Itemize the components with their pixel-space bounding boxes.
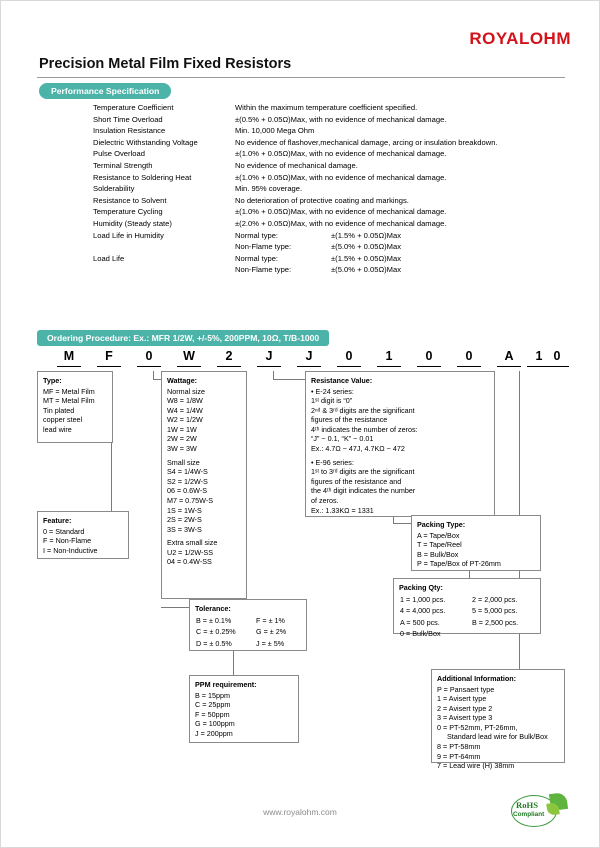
legend-type-line: MF = Metal Film bbox=[43, 386, 95, 396]
code-underline bbox=[417, 366, 441, 367]
code-underline bbox=[97, 366, 121, 367]
legend-type-line: MT = Metal Film bbox=[43, 396, 95, 406]
legend-additional-line: 9 = PT-64mm bbox=[437, 751, 481, 761]
legend-packing-type-line: T = Tape/Reel bbox=[417, 540, 462, 550]
legend-resistance-line: • E-96 series: bbox=[311, 457, 354, 467]
table-row bbox=[399, 594, 535, 606]
code-char: W bbox=[183, 349, 195, 363]
legend-additional-line: 8 = PT-58mm bbox=[437, 742, 481, 752]
code-underline bbox=[297, 366, 321, 367]
legend-feature bbox=[37, 511, 129, 559]
packing-qty-cell: A = 500 pcs. bbox=[400, 617, 440, 627]
spec-value: No deterioration of protective coating and markings. bbox=[235, 195, 409, 205]
performance-specification-heading: Performance Specification bbox=[39, 83, 171, 99]
table-row bbox=[93, 104, 565, 116]
spec-name: Resistance to Solvent bbox=[93, 195, 167, 205]
spec-value: ±(1.0% + 0.05Ω)Max, with no evidence of mechanical damage. bbox=[235, 172, 447, 182]
tolerance-cell: B = ± 0.1% bbox=[196, 615, 232, 625]
spec-subtype: Normal type: bbox=[235, 230, 279, 240]
legend-resistance-line: of zeros. bbox=[311, 495, 339, 505]
legend-packing-type-heading: Packing Type: bbox=[417, 520, 466, 529]
spec-subtype: Non-Flame type: bbox=[235, 242, 292, 252]
ordering-procedure-heading: Ordering Procedure: Ex.: MFR 1/2W, +/-5%, 200PPM, 10Ω, T/B-1000 bbox=[37, 330, 329, 346]
page-title: Precision Metal Film Fixed Resistors bbox=[39, 56, 292, 72]
legend-feature-heading: Feature: bbox=[43, 516, 72, 525]
legend-resistance-line: Ex.: 4.7Ω ~ 47J, 4.7KΩ ~ 472 bbox=[311, 444, 405, 454]
tolerance-cell: C = ± 0.25% bbox=[196, 627, 236, 637]
legend-wattage-line: 3S = 3W-S bbox=[167, 524, 202, 534]
legend-wattage-normal-heading: Normal size bbox=[167, 386, 205, 396]
legend-ppm-line: F = 50ppm bbox=[195, 709, 230, 719]
legend-wattage-line: M7 = 0.75W-S bbox=[167, 495, 214, 505]
tolerance-cell: F = ± 1% bbox=[256, 615, 285, 625]
code-char: 2 bbox=[225, 349, 233, 363]
legend-feature-line: 0 = Standard bbox=[43, 526, 85, 536]
code-underline bbox=[457, 366, 481, 367]
table-row bbox=[399, 617, 535, 629]
spec-value: No evidence of flashover,mechanical damage, arcing or insulation breakdown. bbox=[235, 137, 498, 147]
legend-wattage-line: 2S = 2W-S bbox=[167, 515, 202, 525]
code-char: 0 bbox=[345, 349, 353, 363]
spec-name: Terminal Strength bbox=[93, 160, 153, 170]
table-row bbox=[93, 185, 565, 197]
legend-type-line: copper steel bbox=[43, 415, 83, 425]
legend-wattage bbox=[161, 371, 247, 599]
legend-wattage-line: 2W = 2W bbox=[167, 434, 197, 444]
legend-ppm-heading: PPM requirement: bbox=[195, 680, 257, 689]
packing-qty-cell: 4 = 4,000 pcs. bbox=[400, 606, 446, 616]
code-underline bbox=[257, 366, 281, 367]
code-underline bbox=[337, 366, 361, 367]
legend-resistance-line: Ex.: 1.33KΩ = 1331 bbox=[311, 505, 374, 515]
legend-wattage-small-heading: Small size bbox=[167, 457, 200, 467]
legend-tolerance-heading: Tolerance: bbox=[195, 604, 231, 613]
legend-packing-type-line: A = Tape/Box bbox=[417, 530, 460, 540]
tolerance-cell: J = ± 5% bbox=[256, 638, 285, 648]
table-row bbox=[399, 628, 535, 640]
code-char: 0 bbox=[465, 349, 473, 363]
legend-additional-line: P = Pansaert type bbox=[437, 684, 495, 694]
legend-resistance-line: 1ˢᵗ to 3ʳᵈ digits are the significant bbox=[311, 467, 415, 477]
legend-resistance-line: 4ᵗʰ indicates the number of zeros: bbox=[311, 424, 418, 434]
legend-additional-info bbox=[431, 669, 565, 771]
legend-packing-qty bbox=[393, 578, 541, 639]
table-row bbox=[93, 174, 565, 186]
legend-wattage-line: 06 = 0.6W-S bbox=[167, 486, 208, 496]
code-char: J bbox=[305, 349, 313, 363]
code-underline bbox=[217, 366, 241, 367]
spec-name: Resistance to Soldering Heat bbox=[93, 172, 192, 182]
legend-wattage-line: W8 = 1/8W bbox=[167, 396, 203, 406]
legend-additional-line: 2 = Avisert type 2 bbox=[437, 703, 493, 713]
table-row bbox=[399, 605, 535, 617]
legend-packing-type-line: P = Tape/Box of PT-26mm bbox=[417, 559, 501, 569]
legend-ppm-line: C = 25ppm bbox=[195, 700, 231, 710]
spec-value: ±(5.0% + 0.05Ω)Max bbox=[331, 265, 401, 275]
legend-feature-line: F = Non-Flame bbox=[43, 536, 92, 546]
legend-wattage-line: 3W = 3W bbox=[167, 444, 197, 454]
code-char: 0 bbox=[145, 349, 153, 363]
packing-qty-cell: B = 2,500 pcs. bbox=[472, 617, 519, 627]
table-row bbox=[195, 626, 301, 638]
legend-resistance-line: 1ˢᵗ digit is “0” bbox=[311, 396, 353, 406]
spec-value: ±(1.5% + 0.05Ω)Max bbox=[331, 253, 401, 263]
packing-qty-cell bbox=[471, 628, 535, 640]
legend-tolerance bbox=[189, 599, 307, 651]
spec-name: Load Life bbox=[93, 253, 125, 263]
leader-line-resistance bbox=[273, 379, 305, 380]
legend-additional-line: 3 = Avisert type 3 bbox=[437, 713, 493, 723]
spec-value: ±(1.0% + 0.05Ω)Max, with no evidence of mechanical damage. bbox=[235, 149, 447, 159]
legend-additional-line: 7 = Lead wire (H) 38mm bbox=[437, 761, 515, 771]
legend-wattage-line: 1S = 1W-S bbox=[167, 505, 202, 515]
legend-packing-qty-heading: Packing Qty: bbox=[399, 583, 443, 592]
legend-resistance-line: the 4ᵗʰ digit indicates the number bbox=[311, 486, 416, 496]
legend-wattage-heading: Wattage: bbox=[167, 376, 198, 385]
legend-wattage-line: S2 = 1/2W-S bbox=[167, 476, 208, 486]
rohs-compliant-label: Compliant bbox=[513, 811, 545, 818]
spec-name bbox=[93, 243, 235, 255]
performance-specification-table bbox=[93, 104, 565, 278]
spec-value: ±(2.0% + 0.05Ω)Max, with no evidence of mechanical damage. bbox=[235, 218, 447, 228]
rohs-compliant-badge bbox=[511, 791, 569, 831]
code-underline bbox=[57, 366, 81, 367]
table-row bbox=[93, 255, 565, 267]
leader-line-packing-type bbox=[393, 523, 411, 524]
code-underline bbox=[377, 366, 401, 367]
packing-qty-cell: 2 = 2,000 pcs. bbox=[472, 594, 518, 604]
spec-name: Load Life in Humidity bbox=[93, 230, 164, 240]
legend-wattage-extra-heading: Extra small size bbox=[167, 538, 218, 548]
code-char: J bbox=[265, 349, 273, 363]
spec-value: ±(1.5% + 0.05Ω)Max bbox=[331, 230, 401, 240]
tolerance-cell: G = ± 2% bbox=[256, 627, 287, 637]
spec-name: Dielectric Withstanding Voltage bbox=[93, 137, 198, 147]
spec-value: ±(5.0% + 0.05Ω)Max bbox=[331, 242, 401, 252]
spec-value: Min. 10,000 Mega Ohm bbox=[235, 126, 315, 136]
leader-line-wattage bbox=[153, 371, 154, 379]
table-row bbox=[195, 638, 301, 650]
legend-type-line: Tin plated bbox=[43, 405, 75, 415]
table-row bbox=[93, 232, 565, 244]
code-char: A bbox=[504, 349, 514, 363]
legend-resistance-line: • E-24 series: bbox=[311, 386, 354, 396]
code-underline bbox=[497, 366, 521, 367]
spec-subtype: Non-Flame type: bbox=[235, 265, 292, 275]
legend-wattage-line: W2 = 1/2W bbox=[167, 415, 203, 425]
legend-resistance-line: 2ⁿᵈ & 3ʳᵈ digits are the significant bbox=[311, 405, 415, 415]
code-underline bbox=[177, 366, 201, 367]
legend-wattage-line: S4 = 1/4W-S bbox=[167, 467, 208, 477]
spec-value: ±(0.5% + 0.05Ω)Max, with no evidence of mechanical damage. bbox=[235, 114, 447, 124]
legend-packing-type bbox=[411, 515, 541, 571]
legend-packing-type-line: B = Bulk/Box bbox=[417, 549, 459, 559]
legend-additional-line: 1 = Avisert type bbox=[437, 694, 487, 704]
title-divider bbox=[37, 77, 565, 78]
packing-qty-cell: 1 = 1,000 pcs. bbox=[400, 594, 446, 604]
legend-additional-line: Standard lead wire for Bulk/Box bbox=[437, 732, 548, 742]
legend-additional-line: 0 = PT-52mm, PT-26mm, bbox=[437, 722, 518, 732]
spec-name: Pulse Overload bbox=[93, 149, 145, 159]
part-number-code bbox=[37, 349, 565, 371]
code-char: 1 bbox=[385, 349, 393, 363]
rohs-label: RoHS bbox=[516, 800, 538, 810]
code-char: 0 bbox=[425, 349, 433, 363]
code-char: 1 bbox=[535, 349, 543, 363]
legend-type-line: lead wire bbox=[43, 424, 72, 434]
leader-line-resistance bbox=[273, 371, 274, 379]
legend-type-heading: Type: bbox=[43, 376, 62, 385]
spec-name: Short Time Overload bbox=[93, 114, 163, 124]
code-char: F bbox=[105, 349, 113, 363]
spec-name: Humidity (Steady state) bbox=[93, 218, 172, 228]
table-row bbox=[195, 615, 301, 627]
legend-wattage-line: 04 = 0.4W-SS bbox=[167, 557, 212, 567]
legend-resistance-line: figures of the resistance and bbox=[311, 476, 402, 486]
spec-name: Solderability bbox=[93, 184, 135, 194]
legend-ppm-line: J = 200ppm bbox=[195, 728, 233, 738]
legend-resistance-value bbox=[305, 371, 495, 517]
leader-line-wattage bbox=[153, 379, 161, 380]
legend-feature-line: I = Non-Inductive bbox=[43, 545, 98, 555]
spec-subtype: Normal type: bbox=[235, 253, 279, 263]
spec-value: Within the maximum temperature coefficient specified. bbox=[235, 103, 418, 112]
legend-resistance-line: figures of the resistance bbox=[311, 415, 388, 425]
table-row bbox=[93, 220, 565, 232]
legend-resistance-line: “J” ~ 0.1, “K” ~ 0.01 bbox=[311, 434, 374, 444]
packing-qty-cell: 0 = Bulk/Box bbox=[400, 629, 441, 639]
spec-name: Temperature Cycling bbox=[93, 207, 163, 217]
legend-ppm-line: G = 100ppm bbox=[195, 719, 235, 729]
spec-value: No evidence of mechanical damage. bbox=[235, 160, 358, 170]
code-underline bbox=[545, 366, 569, 367]
legend-ppm bbox=[189, 675, 299, 743]
legend-wattage-line: 1W = 1W bbox=[167, 424, 197, 434]
code-char: 0 bbox=[553, 349, 561, 363]
legend-type bbox=[37, 371, 113, 443]
legend-ppm-line: B = 15ppm bbox=[195, 690, 230, 700]
spec-value: Min. 95% coverage. bbox=[235, 184, 303, 194]
legend-resistance-heading: Resistance Value: bbox=[311, 376, 373, 385]
spec-value: ±(1.0% + 0.05Ω)Max, with no evidence of mechanical damage. bbox=[235, 207, 447, 217]
code-underline bbox=[137, 366, 161, 367]
table-row bbox=[93, 266, 565, 278]
footer-website-url[interactable]: www.royalohm.com bbox=[263, 807, 337, 817]
table-row bbox=[93, 162, 565, 174]
legend-wattage-line: U2 = 1/2W-SS bbox=[167, 547, 214, 557]
packing-qty-cell: 5 = 5,000 pcs. bbox=[472, 606, 518, 616]
tolerance-cell: D = ± 0.5% bbox=[196, 638, 232, 648]
legend-wattage-line: W4 = 1/4W bbox=[167, 405, 203, 415]
table-row bbox=[93, 243, 565, 255]
company-logo: ROYALOHM bbox=[469, 29, 571, 48]
spec-name: Temperature Coefficient bbox=[93, 103, 174, 112]
spec-name bbox=[93, 266, 235, 278]
code-char: M bbox=[63, 349, 75, 363]
legend-additional-heading: Additional Information: bbox=[437, 674, 517, 683]
spec-name: Insulation Resistance bbox=[93, 126, 166, 136]
